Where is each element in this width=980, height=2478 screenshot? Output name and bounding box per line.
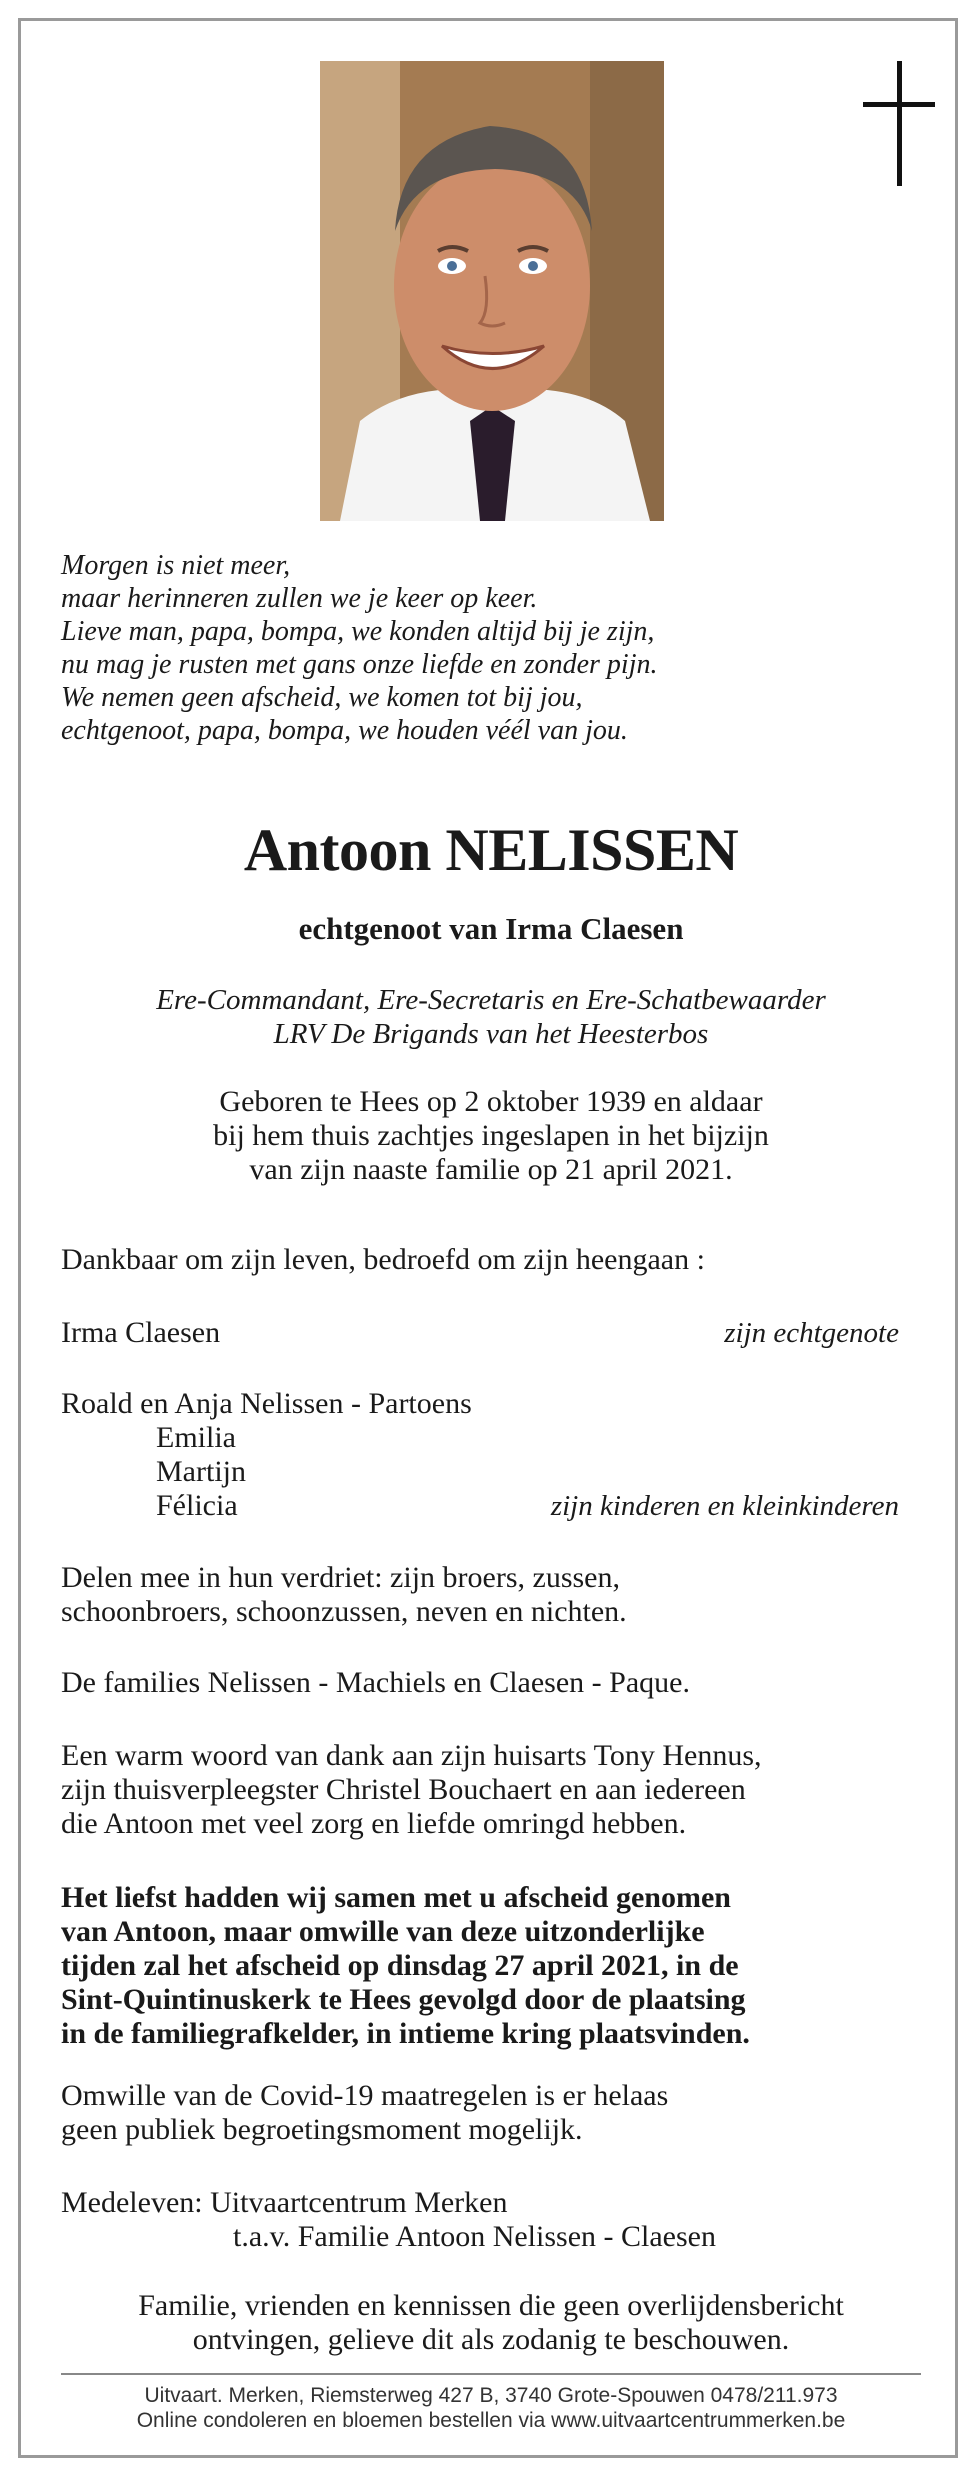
farewell-line: in de familiegrafkelder, in intieme kring plaatsvinden. bbox=[61, 2017, 750, 2050]
share-paragraph bbox=[61, 1561, 921, 1629]
covid-line: Omwille van de Covid-19 maatregelen is er helaas bbox=[61, 2079, 669, 2112]
poem-line: echtgenoot, papa, bompa, we houden véél van jou. bbox=[61, 715, 628, 746]
grandchild: Martijn bbox=[156, 1455, 246, 1488]
thanks-line: die Antoon met veel zorg en liefde omringd hebben. bbox=[61, 1807, 687, 1840]
footer bbox=[21, 2383, 961, 2433]
cross-icon bbox=[863, 61, 935, 191]
born-line: Geboren te Hees op 2 oktober 1939 en aldaar bbox=[219, 1085, 763, 1118]
notice-paragraph bbox=[21, 2289, 961, 2357]
poem-line: maar herinneren zullen we je keer op keer. bbox=[61, 583, 538, 614]
covid-paragraph bbox=[61, 2079, 921, 2147]
wife-row bbox=[61, 1316, 921, 1350]
portrait-photo bbox=[320, 61, 664, 521]
grateful-line: Dankbaar om zijn leven, bedroefd om zijn heengaan : bbox=[61, 1243, 705, 1276]
farewell-line: Het liefst hadden wij samen met u afscheid genomen bbox=[61, 1881, 731, 1914]
wife-name: Irma Claesen bbox=[61, 1316, 221, 1349]
footer-website: Online condoleren en bloemen bestellen via www.uitvaartcentrummerken.be bbox=[136, 2409, 846, 2432]
children-role: zijn kinderen en kleinkinderen bbox=[550, 1490, 899, 1522]
born-line: bij hem thuis zachtjes ingeslapen in het bijzijn bbox=[213, 1119, 769, 1152]
wife-role: zijn echtgenote bbox=[724, 1317, 899, 1349]
grandchild: Emilia bbox=[156, 1421, 236, 1454]
condolences-block bbox=[61, 2186, 921, 2254]
grandchild: Félicia bbox=[156, 1489, 238, 1522]
portrait-illustration bbox=[320, 61, 664, 521]
poem-line: We nemen geen afscheid, we komen tot bij jou, bbox=[61, 682, 583, 713]
thanks-line: Een warm woord van dank aan zijn huisarts Tony Hennus, bbox=[61, 1739, 762, 1772]
condolences-label: Medeleven: Uitvaartcentrum Merken bbox=[61, 2186, 508, 2219]
condolences-line: t.a.v. Familie Antoon Nelissen - Claesen bbox=[233, 2220, 716, 2253]
notice-line: ontvingen, gelieve dit als zodanig te beschouwen. bbox=[192, 2323, 790, 2356]
honorary-titles bbox=[21, 983, 961, 1051]
deceased-name: Antoon NELISSEN bbox=[243, 817, 739, 883]
covid-line: geen publiek begroetingsmoment mogelijk. bbox=[61, 2113, 583, 2146]
thanks-paragraph bbox=[61, 1739, 921, 1841]
share-line: schoonbroers, schoonzussen, neven en nichten. bbox=[61, 1595, 627, 1628]
share-line: Delen mee in hun verdriet: zijn broers, zussen, bbox=[61, 1561, 620, 1594]
footer-address: Uitvaart. Merken, Riemsterweg 427 B, 3740 Grote-Spouwen 0478/211.973 bbox=[144, 2384, 838, 2407]
spouse-line: echtgenoot van Irma Claesen bbox=[298, 911, 684, 946]
poem-line: nu mag je rusten met gans onze liefde en zonder pijn. bbox=[61, 649, 658, 680]
title-line: LRV De Brigands van het Heesterbos bbox=[273, 1018, 709, 1050]
farewell-line: tijden zal het afscheid op dinsdag 27 april 2021, in de bbox=[61, 1949, 739, 1982]
poem-line: Morgen is niet meer, bbox=[61, 550, 291, 581]
poem-line: Lieve man, papa, bompa, we konden altijd bij je zijn, bbox=[61, 616, 655, 647]
born-line: van zijn naaste familie op 21 april 2021. bbox=[249, 1153, 733, 1186]
poem bbox=[61, 549, 921, 747]
title-line: Ere-Commandant, Ere-Secretaris en Ere-Schatbewaarder bbox=[156, 984, 826, 1016]
farewell-line: van Antoon, maar omwille van deze uitzonderlijke bbox=[61, 1915, 705, 1948]
obituary-card bbox=[18, 18, 958, 2458]
farewell-line: Sint-Quintinuskerk te Hees gevolgd door de plaatsing bbox=[61, 1983, 746, 2016]
notice-line: Familie, vrienden en kennissen die geen overlijdensbericht bbox=[138, 2289, 844, 2322]
children-line: Roald en Anja Nelissen - Partoens bbox=[61, 1387, 472, 1420]
families-line: De families Nelissen - Machiels en Claesen - Paque. bbox=[61, 1666, 690, 1699]
birth-death-info bbox=[21, 1085, 961, 1187]
farewell-paragraph bbox=[61, 1881, 921, 2051]
footer-divider bbox=[61, 2373, 921, 2375]
thanks-line: zijn thuisverpleegster Christel Bouchaert en aan iedereen bbox=[61, 1773, 746, 1806]
children-block bbox=[61, 1387, 921, 1523]
